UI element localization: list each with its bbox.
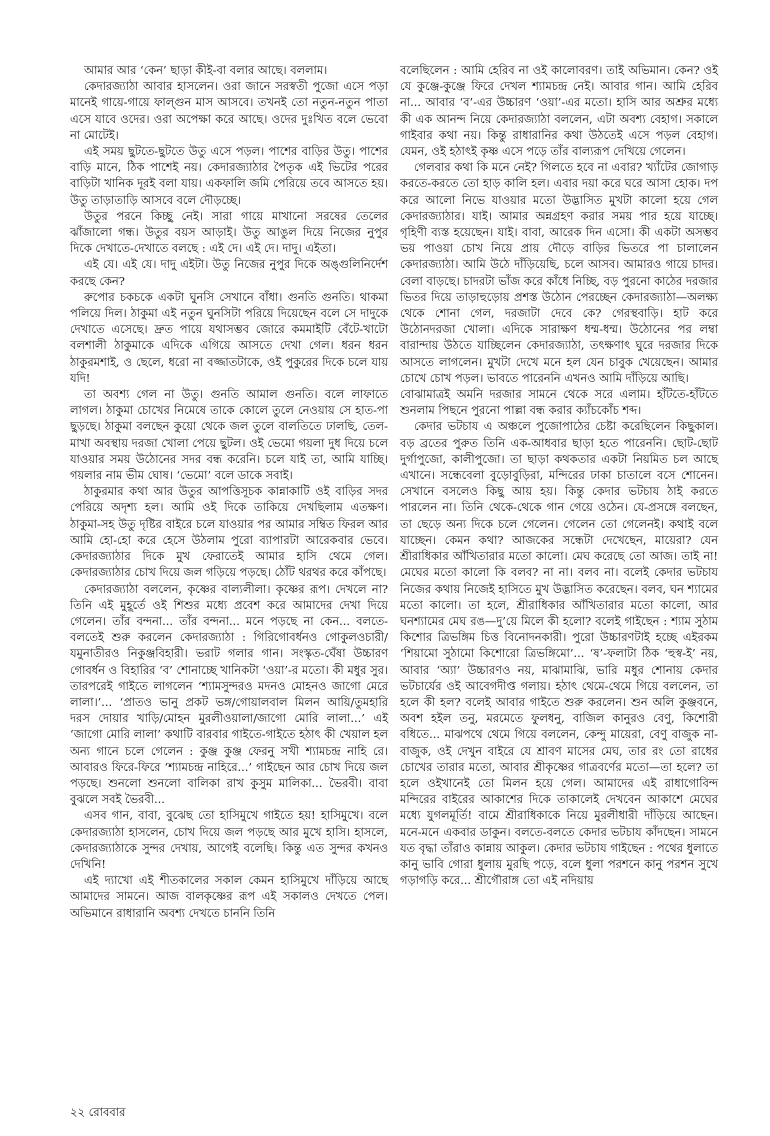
paragraph: বোঝামাত্রই অমনি দরজার সামনে থেকে সরে এলাম। হাঁটতে-হাঁটতে শুনলাম পিছনে পুরনো পাল্লা বন্ধ করার ক্যাঁচকোঁচ শব্দ। <box>400 387 718 418</box>
paragraph: বলেছিলেন : আমি হেরিব না ওই কালোবরণ। তাই অভিমান। কেন? ওই যে কুঞ্জে-কুঞ্জে ফিরে দেখল শ্যামচন্দ্র নেই। আবার গান। আমি হেরিব না... আবার ‘ব’-এর উচ্চারণ ‘ওয়া’-এর মতো। হাসি আর অশ্রুর মধ্যে কী এক আনন্দ নিয়ে কেদারজ্যাঠা বললেন, এটা অবশ্য বেহাগ। সকালে গাইবার কথা নয়। কিন্তু রাধারানির কথা উঠতেই এসে পড়ল বেহাগ। যেমন, ওই হঠাৎই কৃষ্ণ এসে পড়ে তাঁর বাল্যরূপ দেখিয়ে গেলেন। <box>400 63 718 159</box>
page-number: ২২ <box>70 1105 85 1119</box>
paragraph: কেদার ভটচায এ অঞ্চলে পুজোপাঠের চেষ্টা করেছিলেন কিছুকাল। বড় ব্রতের পুরুত তিনি এক-আধবার ছাড়া হতে পারেননি। ছোট-ছোট দুর্গাপুজো, কালীপুজো। তা ছাড়া কথকতার একটা নিয়মিত চল আছে এখানে। সন্ধেবেলা বুড়োবুড়িরা, মন্দিরের ঢাকা চাতালে বসে শোনেন। সেখানে বসলেও কিছু আয় হয়। কিন্তু কেদার ভটচায ঠাই করতে পারলেন না। তিনি থেকে-থেকে গান গেয়ে ওঠেন। যে-প্রসঙ্গে বলছেন, তা ছেড়ে অন্য দিকে চলে গেলেন। গেলেন তো গেলেনই। কথাই বলে যাচ্ছেন। কেমন কথা? আজকের সন্ধেটা দেখেছেন, মায়েরা? যেন শ্রীরাধিকার আঁখিতারার মতো কালো। মেঘ করেছে তো আজ। তাই না! মেঘের মতো কালো কি বলব? না না। বলব না। বলেই কেদার ভটচায নিজের কথায় নিজেই হাসিতে মুখ উদ্ভাসিত করেছেন। বলব, ঘন শ্যামের মতো কালো। তা হলে, শ্রীরাধিকার আঁখিতারার মতো কালো, আর ঘনশ্যামের মেঘ রঙ—দু’য়ে মিলে কী হলো? বলেই গাইছেন : শ্যাম সুঠাম কিশোর ত্রিভঙ্গিম চিত্ত বিনোদনকারী। পুরো উচ্চারণটাই হচ্ছে এইরকম ‘শিয়ামো সুঠামো কিশোরো ত্রিভঙ্গিমো’... ‘ষ’-ফলাটা ঠিক ‘হুস্ব-ই’ নয়, আবার ‘অ্যা’ উচ্চারণও নয়, মাঝামাঝি, ভারি মধুর শোনায় কেদার ভটচার্যের ওই আবেগদীপ্ত গলায়। হঠাৎ থেমে-থেমে গিয়ে বললেন, তা হলে কী হল? বলেই আবার গাইতে শুরু করলেন। শুন অলি কুঞ্জবনে, অবশ হইল তনু, মরমেতে ফুলধনু, বাজিল কানুরও বেণু, কিশোরী বধিতে... মাঝপথে থেমে গিয়ে বললেন, কেন্দু মায়েরা, বেণু বাজুক না-বাজুক, ওই দেখুন বাইরে যে শ্রাবণ মাসের মেঘ, তার রং তো রাধের চোখের তারার মতো, আবার শ্রীকৃষ্ণের গাত্রবর্ণের মতো—তা হলে? তা হলে ওইখানেই তো মিলন হয়ে গেল। আমাদের এই রাধাগোবিন্দ মন্দিরের বাইরের আকাশের দিকে তাকালেই দেখবেন আকাশে মেঘের মধ্যে যুগলমূর্তি! বামে শ্রীরাধিকাকে নিয়ে মুরলীধারী দাঁড়িয়ে আছেন। মনে-মনে একবার ডাকুন। বলতে-বলতে কেদার ভটচায কাঁদছেন। সামনে যত বৃদ্ধা তাঁরাও কান্নায় আকুল। কেদার ভটচায গাইছেন : পথের ধুলাতে কানু ভাবি গোরা ধুলায় মুরছি পড়ে, বলে ধুলা পরশনে কানু পরশন সুখে গড়াগড়ি করে... শ্রীগৌরাঙ্গ তো এই নদিয়ায় <box>400 419 718 888</box>
section-name: রোববার <box>88 1105 126 1119</box>
paragraph: এই সময় ছুটতে-ছুটতে উতু এসে পড়ল। পাশের বাড়ির উতু। পাশের বাড়ি মানে, ঠিক পাশেই নয়। কেদারজ্যাঠার পৈতৃক এই ভিটের পরের বাড়িটা খানিক দূরই বলা যায়। একফালি জমি পেরিয়ে তবে আসতে হয়। উতু তাড়াতাড়ি আসবে বলে দৌড়চ্ছে। <box>70 144 388 207</box>
right-column <box>400 62 718 888</box>
paragraph: রুপোর চকচকে একটা ঘুনসি সেখানে বাঁধা। গুনতি গুনতি। থাকমা পলিয়ে দিল। ঠাকুমা এই নতুন ঘুনসিটা পরিয়ে দিয়েছেন বলে সে দাদুকে দেখাতে এসেছে। দ্রুত পায়ে যথাসম্ভব জোরে কমমাইটি বেঁটে-খাটো বলশালী ঠাকুমাকে এদিকে এগিয়ে আসতে দেখা গেল। ধরন ধরন ঠাকুরমশাই, ও ছেলে, ধরো না বজ্জাতটাকে, ওই পুকুরের দিকে চলে যায় যদি! <box>70 289 388 385</box>
paragraph: আমার আর ‘কেন’ ছাড়া কীই-বা বলার আছে। বললাম। <box>84 63 328 77</box>
paragraph: ঠাকুরমার কথা আর উতুর আপত্তিসূচক কান্নাকাটি ওই বাড়ির সদর পেরিয়ে অদৃশ্য হল। আমি ওই দিকে তাকিয়ে দেখছিলাম এতক্ষণ। ঠাকুমা-সহ উতু দৃষ্টির বাইরে চলে যাওয়ার পর আমার সম্বিত ফিরল আর আমি হো-হো করে হেসে উঠলাম পুরো ব্যাপারটা আরেকবার ভেবে। কেদারজ্যাঠার দিকে মুখ ফেরাতেই আমার হাসি থেমে গেল। কেদারজ্যাঠার চোখ দিয়ে জল গড়িয়ে পড়ছে। ঠোঁট থরথর করে কাঁপছে। <box>70 484 388 580</box>
paragraph: কেদারজ্যাঠা বললেন, কৃষ্ণের বাল্যলীলা। কৃষ্ণের রূপ। দেখলে না? তিনি এই মুহূর্তে ওই শিশুর মধ্যে প্রবেশ করে আমাদের দেখা দিয়ে গেলেন। তাঁর বন্দনা... তাঁর বন্দনা... মনে পড়ছে না কেন... বলতে-বলতেই শুরু করলেন কেদারজ্যাঠা : গিরিগোবর্ধনও গোকুলওচারী/যমুনাতীরও নিকুঞ্জবিহারী। ভরাট গলার গান। সংস্কৃত-ঘেঁষা উচ্চারণ গোবর্ধন ও বিহারির ‘ব’ শোনাচ্ছে খানিকটা ‘ওয়া’-র মতো। কী মধুর সুর। তারপরেই গাইতে লাগলেন ‘শ্যামসুন্দরও মদনও মোহনও জাগো মেরে লালা।’... ‘প্রাতও ভানু প্রকট ভঙ্গ/গোয়ালবাল মিলন আয়ি/তুমহারি দরস দোয়ার খাড়ি/মোহন মুরলীওয়ালা/জাগো মোরি লালা...’ এই ‘জাগো মোরি লালা’ কথাটি বারবার গাইতে-গাইতে হঠাৎ কী খেয়াল হল অন্য গানে চলে গেলেন : কুঞ্জ কুঞ্জ ফেরনু সখী শ্যামচন্দ্র নাহি রে। আবারও ফিরে-ফিরে ‘শ্যামচন্দ্র নাহিরে...’ গাইছেন আর চোখ দিয়ে জল পড়ছে। শুনলো শুনলো বালিকা রাখ কুসুম মালিকা... ভৈরবী। বাবা বুঝলে সবই ভৈরবী... <box>70 581 388 807</box>
paragraph: এই যে। এই যে। দাদু এইটা। উতু নিজের নুপুর দিকে অঙ্গুলিনির্দেশ করছে কেন? <box>70 257 388 288</box>
paragraph: উতুর পরনে কিচ্ছু নেই। সারা গায়ে মাখানো সরষের তেলের ঝাঁজালো গন্ধ। উতুর বয়স আড়াই। উতু আঙুল দিয়ে নিজের নুপুর দিকে দেখাতে-দেখাতে বলছে : এই দে। এই দে। দাদু। এইতা। <box>70 208 388 256</box>
paragraph: এসব গান, বাবা, বুঝেছ তো হাসিমুখে গাইতে হয়! হাসিমুখে। বলে কেদারজ্যাঠা হাসলেন, চোখ দিয়ে জল পড়ছে আর মুখে হাসি। হাসলে, কেদারজ্যাঠাকে সুন্দর দেখায়, আগেই বলেছি। কিন্তু এত সুন্দর কখনও দেখিনি! <box>70 808 388 871</box>
page-footer <box>70 1104 125 1123</box>
paragraph: কেদারজ্যাঠা আবার হাসলেন। ওরা জানে সরস্বতী পুজো এসে পড়া মানেই গায়ে-গায়ে ফাল্গুন মাস আসবে। তখনই তো নতুন-নতুন পাতা এসে যাবে ওদের। ওরা অপেক্ষা করে আছে। ওদের দুঃখিত বলে ভেবো না মোটেই। <box>70 79 388 142</box>
paragraph: তা অবশ্য গেল না উতু। গুনতি আমাল গুনতি। বলে লাফাতে লাগল। ঠাকুমা চোখের নিমেষে তাকে কোলে তুলে নেওয়ায় সে হাত-পা ছুড়ছে। ঠাকুমা বলছেন কুয়ো থেকে জল তুলে বালতিতে ঢালছি, তেল-মাখা অবস্থায় দরজা খোলা পেয়ে ছুটল। ওই ভেমো গয়লা দুধ দিয়ে চলে যাওয়ার সময় উঠোনের সদর বন্ধ করেনি। চলে যাই তা, আমি যাচ্ছি। গয়লার নাম ভীম ঘোষ। ‘ভেমো’ বলে ডাকে সবাই। <box>70 387 388 483</box>
paragraph: গেলবার কথা কি মনে নেই? গিলতে হবে না এবার? খ্যাঁটের জোগাড় করতে-করতে তো হাড় কালি হল। এবার দয়া করে ঘরে আসা হোক। দপ করে আলো নিভে যাওয়ার মতো উদ্ভাসিত মুখটা কালো হয়ে গেল কেদারজ্যাঠার। যাই। আমার অন্নগ্রহণ করার সময় পার হয়ে যাচ্ছে। গৃহিণী ব্যস্ত হয়েছেন। যাই। বাবা, আরেক দিন এসো। কী একটা অসম্ভব ভয় পাওয়া চোখ নিয়ে প্রায় দৌড়ে বাড়ির ভিতরে পা চালালেন কেদারজ্যাঠা। আমি উঠে দাঁড়িয়েছি, চলে আসব। আমারও গায়ে চাদর। বেলা বাড়ছে। চাদরটা ভাঁজ করে কাঁধে নিচ্ছি, বড় পুরনো কাঠের দরজার ভিতর দিয়ে তাড়াহুড়োয় প্রশস্ত উঠোন পেরচ্ছেন কেদারজ্যাঠা—অলক্ষ্য থেকে শোনা গেল, দরজাটা দেবে কে? গেরস্থবাড়ি। হাট করে উঠোনদরজা খোলা। এদিকে সারাক্ষণ ধম্ম-ধম্ম। উঠোনের পর লম্বা বারান্দায় উঠতে যাচ্ছিলেন কেদারজ্যাঠা, তৎক্ষণাৎ ঘুরে দরজার দিকে আসতে লাগলেন। মুখটা দেখে মনে হল যেন চাবুক খেয়েছেন। আমার চোখে চোখ পড়ল। ভাবতে পারেননি এখনও আমি দাঁড়িয়ে আছি। <box>400 160 718 385</box>
left-column <box>70 62 388 921</box>
paragraph: এই দ্যাখো এই শীতকালের সকাল কেমন হাসিমুখে দাঁড়িয়ে আছে আমাদের সামনে। আজ বালকৃষ্ণের রূপ এই সকালও দেখতে পেল। অভিমানে রাধারানি অবশ্য দেখতে চাননি তিনি <box>70 873 388 920</box>
